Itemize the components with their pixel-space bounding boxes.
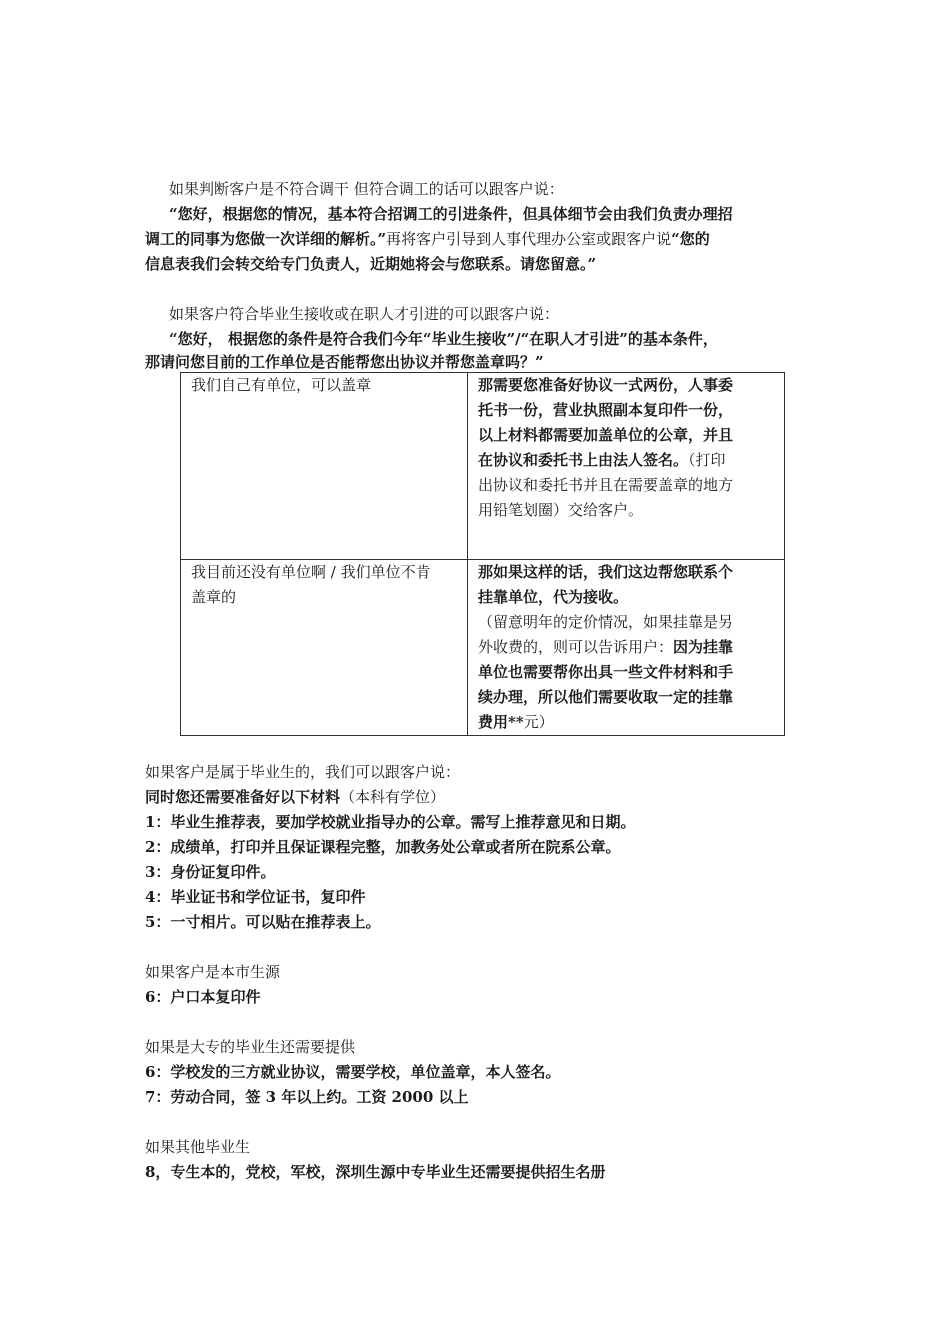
intro2-line1: “您好， 根据您的条件是符合我们今年“毕业生接收”/“在职人才引进”的基本条件，: [169, 330, 718, 348]
college-lead: 如果是大专的毕业生还需要提供: [145, 1038, 356, 1056]
list-item: 6：户口本复印件: [145, 988, 261, 1006]
table-row: [181, 373, 785, 560]
graduates-lead: 如果客户是属于毕业生的，我们可以跟客户说：: [145, 763, 461, 781]
intro2-lead: 如果客户符合毕业生接收或在职人才引进的可以跟客户说：: [169, 305, 560, 323]
answer-line: 出协议和委托书并且在需要盖章的地方: [478, 476, 734, 494]
answer-line: 挂靠单位，代为接收。: [478, 588, 629, 606]
question-line: 我们自己有单位，可以盖章: [191, 376, 372, 394]
answer-bold-part: 因为挂靠: [673, 638, 734, 656]
answer-line: 单位也需要帮你出具一些文件材料和手: [478, 663, 734, 681]
answer-line: 以上材料都需要加盖单位的公章，并且: [478, 426, 734, 444]
list-item: 7：劳动合同，签 3 年以上约。工资 2000 以上: [145, 1088, 469, 1106]
list-item: 2：成绩单，打印并且保证课程完整，加教务处公章或者所在院系公章。: [145, 838, 621, 856]
answer-line: 续办理，所以他们需要收取一定的挂靠: [478, 688, 734, 706]
answer-plain-part: （打印: [688, 451, 726, 469]
answer-line: [478, 710, 776, 735]
answer-plain-part: 外收费的，则可以告诉用户：: [478, 638, 674, 656]
spacer: [145, 935, 825, 960]
materials-heading-bold: 同时您还需要准备好以下材料: [145, 788, 341, 806]
question-line: 盖章的: [191, 588, 237, 606]
list-item: 4：毕业证书和学位证书，复印件: [145, 888, 366, 906]
table-question-cell: [181, 560, 468, 736]
table-question-cell: [181, 373, 468, 560]
list-item: 3：身份证复印件。: [145, 863, 276, 881]
others-lead: 如果其他毕业生: [145, 1138, 251, 1156]
answer-line: 那如果这样的话，我们这边帮您联系个: [478, 563, 734, 581]
intro1-line2-bold2: “您的: [671, 230, 710, 248]
answer-line: 用铅笔划圈）交给客户。: [478, 501, 644, 519]
intro1-line2-bold: 调工的同事为您做一次详细的解析。”: [145, 230, 387, 248]
answer-line: 那需要您准备好协议一式两份，人事委: [478, 376, 734, 394]
answer-line: [478, 635, 776, 660]
table-row: [181, 560, 785, 736]
intro2-line2: 那请问您目前的工作单位是否能帮您出协议并帮您盖章吗？”: [145, 353, 544, 371]
intro1-line1: “您好，根据您的情况，基本符合招调工的引进条件，但具体细节会由我们负责办理招: [169, 205, 733, 223]
materials-heading: [145, 785, 825, 810]
answer-bold-part: 费用**: [478, 713, 524, 731]
table-answer-cell: [468, 373, 785, 560]
answer-bold-part: 在协议和委托书上由法人签名。: [478, 451, 689, 469]
intro1-line2-plain: 再将客户引导到人事代理办公室或跟客户说: [386, 230, 672, 248]
spacer: [145, 1010, 825, 1035]
question-line: 我目前还没有单位啊 / 我们单位不肯: [191, 563, 431, 581]
answer-line: 托书一份，营业执照副本复印件一份，: [478, 401, 734, 419]
answer-line: [478, 448, 776, 473]
intro1-line2: [145, 227, 815, 252]
response-table: [180, 372, 785, 736]
list-item: 8，专生本的，党校，军校，深圳生源中专毕业生还需要提供招生名册: [145, 1163, 606, 1181]
local-lead: 如果客户是本市生源: [145, 963, 281, 981]
intro1-line3: 信息表我们会转交给专门负责人，近期她将会与您联系。请您留意。”: [145, 255, 597, 273]
answer-line: （留意明年的定价情况，如果挂靠是另: [478, 613, 734, 631]
materials-section: [145, 760, 825, 1185]
intro1-lead: 如果判断客户是不符合调干 但符合调工的话可以跟客户说：: [169, 180, 564, 198]
materials-heading-plain: （本科有学位）: [340, 788, 446, 806]
table-answer-cell: [468, 560, 785, 736]
list-item: 5：一寸相片。可以贴在推荐表上。: [145, 913, 381, 931]
spacer: [145, 1110, 825, 1135]
answer-plain-part: 元）: [523, 713, 554, 731]
list-item: 6：学校发的三方就业协议，需要学校，单位盖章，本人签名。: [145, 1063, 561, 1081]
list-item: 1：毕业生推荐表，要加学校就业指导办的公章。需写上推荐意见和日期。: [145, 813, 636, 831]
